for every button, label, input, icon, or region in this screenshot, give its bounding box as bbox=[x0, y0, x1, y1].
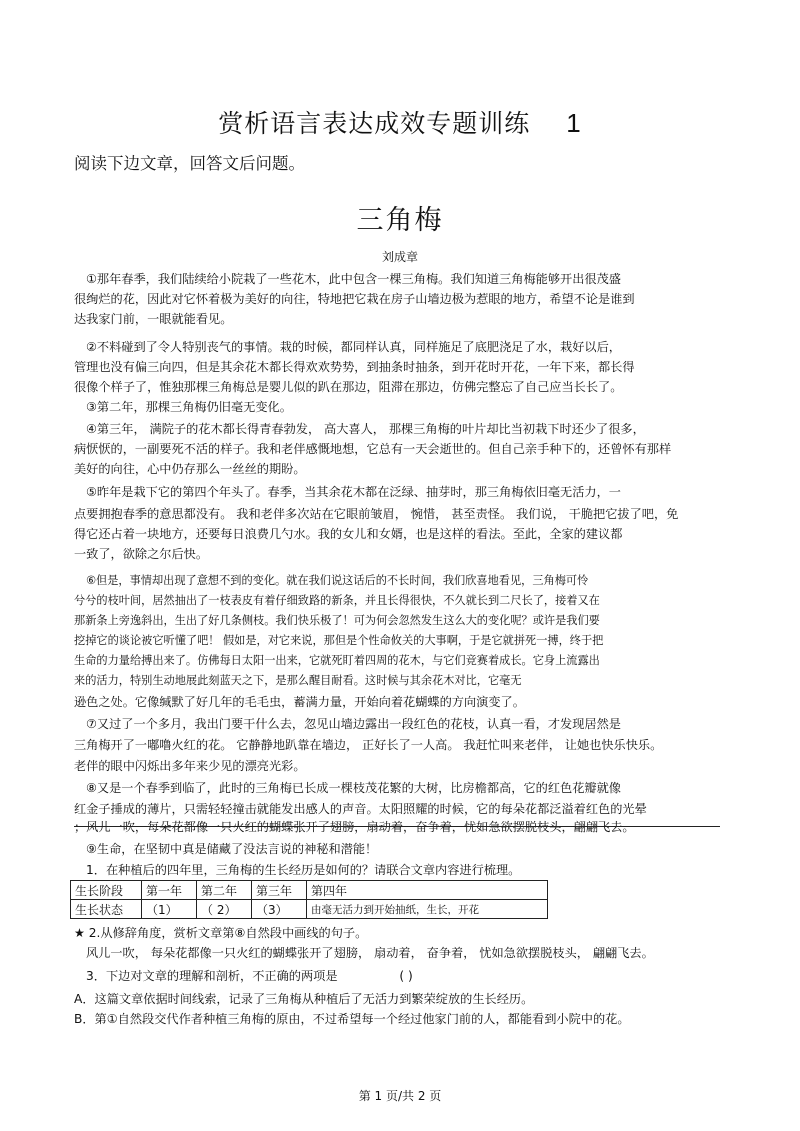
answer-bracket[interactable]: ( ) bbox=[399, 969, 413, 983]
article-line: 很像个样子了，惟独那棵三角梅总是婴儿似的趴在那边，阻滞在那边，仿佛完整忘了自己应当长长了。 bbox=[74, 380, 623, 394]
table-cell: 第一年 bbox=[142, 881, 197, 900]
table-row bbox=[71, 900, 548, 919]
article-line: 那新条上旁逸斜出，生出了好几条侧枝。我们快乐极了！可为何会忽然发生这么大的变化呢？或许是我们要 bbox=[74, 614, 600, 627]
article-line: 管理也没有偏三向四，但是其余花木都长得欢欢势势，到抽条时抽条，到开花时开花，一年下来，都长得 bbox=[74, 360, 635, 374]
article-line: 点要拥抱春季的意思都没有。 我和老伴多次站在它眼前皱眉， 惋惜， 甚至责怪。 我们说， 干脆把它拔了吧，免 bbox=[74, 507, 679, 521]
article-line: ⑧又是一个春季到临了，此时的三角梅已长成一棵枝茂花繁的大树，比房檐都高，它的红色花瓣就像 bbox=[86, 781, 621, 795]
article-line: 生命的力量给搏出来了。仿佛每日太阳一出来，它就死盯着四周的花木，与它们竞赛着成长。它身上流露出 bbox=[74, 654, 600, 667]
answer-blank[interactable]: （ 2） bbox=[197, 900, 252, 919]
article-line: ⑤昨年是栽下它的第四个年头了。春季，当其余花木都在泛绿、抽芽时，那三角梅依旧毫无活力，一 bbox=[86, 485, 621, 499]
article-line: 美好的向往，心中仍存那么一丝丝的期盼。 bbox=[74, 462, 306, 476]
question-3-text: 3．下边对文章的理解和剖析，不正确的两项是 bbox=[86, 969, 338, 983]
article-line: ；风儿一吹，每朵花都像一只火红的蝴蝶张开了翅膀，扇动着，奋争着，忧如急欲摆脱枝头，翩翩飞去。 bbox=[74, 820, 635, 834]
article-line: 逊色之处。它像缄默了好几年的毛毛虫，蓄满力量，开始向着花蝴蝶的方向演变了。 bbox=[74, 695, 525, 709]
article-line: 得它还占着一块地方，还要每日浪费几勺水。我的女儿和女婿，也是这样的看法。至此，全家的建议都 bbox=[74, 527, 623, 541]
page-title bbox=[0, 104, 800, 140]
article-line: 来的活力，特别生动地展此刻蓝天之下，是那么醒目耐看。这时候与其余花木对比，它毫无 bbox=[74, 674, 522, 687]
option-b: B．第①自然段交代作者种植三角梅的原由，不过希望每一个经过他家门前的人，都能看到小院中的花。 bbox=[74, 1012, 630, 1026]
answer-blank[interactable]: （3） bbox=[252, 900, 307, 919]
table-cell: 生长状态 bbox=[71, 900, 142, 919]
article-line: 兮兮的枝叶间，居然抽出了一枝表皮有着仔细致路的新条，并且长得很快，不久就长到二尺长了，接着又在 bbox=[74, 594, 600, 607]
article-line: 老伴的眼中闪烁出多年来少见的漂亮光彩。 bbox=[74, 759, 306, 773]
question-2-sentence: 风儿一吹， 每朵花都像一只火红的蝴蝶张开了翅膀， 扇动着， 奋争着， 忧如急欲摆脱枝头， 翩翩飞去。 bbox=[86, 946, 654, 960]
table-cell: 生长阶段 bbox=[71, 881, 142, 900]
article-line: ⑥但是，事情却出现了意想不到的变化。就在我们说这话后的不长时间，我们欣喜地看见，三角梅可怜 bbox=[86, 574, 589, 587]
answer-blank[interactable]: （1） bbox=[142, 900, 197, 919]
instruction: 阅读下边文章，回答文后问题。 bbox=[74, 154, 305, 173]
article-line: 病恹恹的，一副要死不活的样子。我和老伴感慨地想，它总有一天会逝世的。但自己亲手种下的，还曾怀有那样 bbox=[74, 442, 672, 456]
article-line: 达我家门前，一眼就能看见。 bbox=[74, 312, 233, 326]
article-line: ①那年春季，我们陆续给小院栽了一些花木，此中包含一棵三角梅。我们知道三角梅能够开出很茂盛 bbox=[86, 272, 621, 286]
article-title: 三角梅 bbox=[356, 205, 444, 236]
article-line: 红金子捶成的薄片，只需轻轻撞击就能发出感人的声音。太阳照耀的时候，它的每朵花都泛溢着红色的光晕 bbox=[74, 802, 647, 816]
article-line: ⑦又过了一个多月，我出门要干什么去，忽见山墙边露出一段红色的花枝，认真一看，才发现居然是 bbox=[86, 717, 621, 731]
page-title-number: 1 bbox=[566, 108, 582, 138]
table-cell: 第四年 bbox=[307, 881, 548, 900]
article-line: ③第二年，那棵三角梅仍旧毫无变化。 bbox=[86, 400, 292, 414]
table-row bbox=[71, 881, 548, 900]
horizontal-rule bbox=[74, 826, 720, 827]
growth-table bbox=[70, 880, 548, 919]
question-2: ★ 2.从修辞角度，赏析文章第⑧自然段中画线的句子。 bbox=[74, 926, 368, 940]
article-line: 挖掉它的谈论被它听懂了吧！ 假如是，对它来说，那但是个性命攸关的大事啊，于是它就拼死一搏，终于把 bbox=[74, 634, 604, 647]
article-line: 很绚烂的花，因此对它怀着极为美好的向往，特地把它栽在房子山墙边极为惹眼的地方，希望不论是谁到 bbox=[74, 292, 635, 306]
table-cell: 第二年 bbox=[197, 881, 252, 900]
option-a: A．这篇文章依据时间线索，记录了三角梅从种植后了无活力到繁荣绽放的生长经历。 bbox=[74, 992, 534, 1006]
article-line: ②不料碰到了令人特别丧气的事情。栽的时候，都同样认真，同样施足了底肥浇足了水，栽好以后， bbox=[86, 340, 621, 354]
article-author: 刘成章 bbox=[381, 250, 418, 264]
table-cell: 由毫无活力到开始抽纸，生长，开花 bbox=[307, 900, 548, 919]
question-1: 1．在种植后的四年里，三角梅的生长经历是如何的？请联合文章内容进行梳理。 bbox=[86, 863, 521, 877]
page-title-text: 赏析语言表达成效专题训练 bbox=[218, 109, 531, 138]
table-cell: 第三年 bbox=[252, 881, 307, 900]
article-line: 一致了，欲除之尔后快。 bbox=[74, 547, 209, 561]
article-line: ④第三年， 满院子的花木都长得青春勃发， 高大喜人， 那棵三角梅的叶片却比当初栽下时还少了很多， bbox=[86, 422, 645, 436]
page-footer: 第 1 页/共 2 页 bbox=[358, 1089, 442, 1103]
article-line: 三角梅开了一嘟噜火红的花。 它静静地趴靠在墙边， 正好长了一人高。 我赶忙叫来老伴， 让她也快乐快乐。 bbox=[74, 738, 663, 752]
question-3 bbox=[86, 967, 724, 985]
article-line: ⑨生命，在坚韧中真是储藏了没法言说的神秘和潜能！ bbox=[86, 842, 378, 856]
